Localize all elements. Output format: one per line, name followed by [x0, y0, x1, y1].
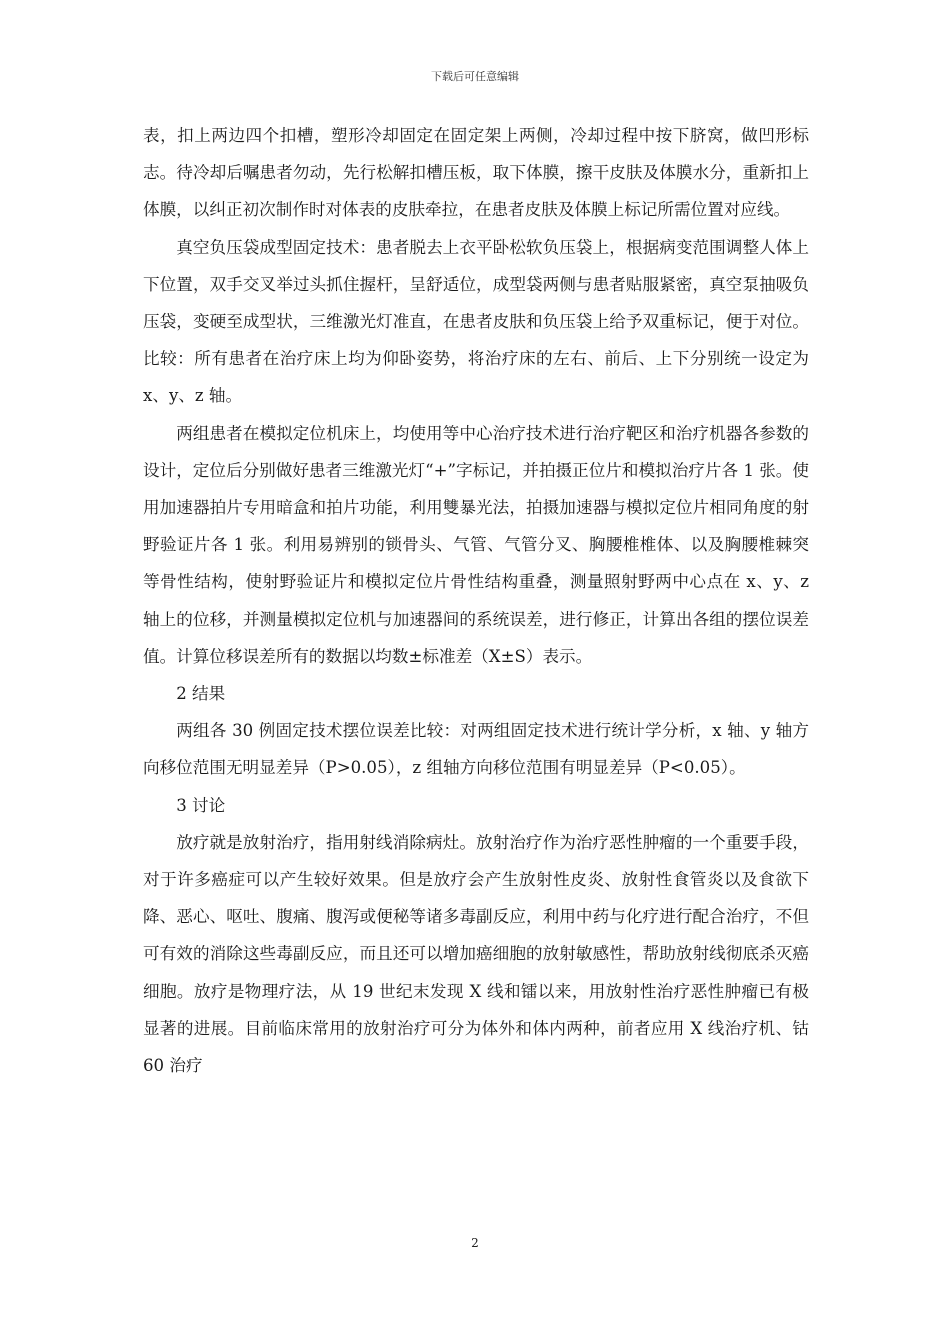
section-heading-results: 2 结果 — [176, 684, 226, 704]
paragraph-3: 两组患者在模拟定位机床上，均使用等中心治疗技术进行治疗靶区和治疗机器各参数的设计，定位后分别做好患者三维激光灯“+”字标记，并拍摄正位片和模拟治疗片各 1 张。使用加速器拍片专用暗盒和拍片功能，利用雙暴光法，拍摄加速器与模拟定位片相同角度的射野验证片各 1 张。利用易辨别的锁骨头、气管、气管分叉、胸腰椎椎体、以及胸腰椎棘突等骨性结构，使射野验证片和模拟定位片骨性结构重叠，测量照射野两中心点在 x、y、z 轴上的位移，并测量模拟定位机与加速器间的系统误差，进行修正，计算出各组的摆位误差值。计算位移误差所有的数据以均数±标准差（X±S）表示。 — [143, 423, 809, 666]
paragraph-discussion: 放疗就是放射治疗，指用射线消除病灶。放射治疗作为治疗恶性肿瘤的一个重要手段，对于许多癌症可以产生较好效果。但是放疗会产生放射性皮炎、放射性食管炎以及食欲下降、恶心、呕吐、腹痛、腹泻或便秘等诸多毒副反应，利用中药与化疗进行配合治疗，不但可有效的消除这些毒副反应，而且还可以增加癌细胞的放射敏感性，帮助放射线彻底杀灭癌细胞。放疗是物理疗法，从 19 世纪末发现 X 线和镭以来，用放射性治疗恶性肿瘤已有极显著的进展。目前临床常用的放射治疗可分为体外和体内两种，前者应用 X 线治疗机、钴 60 治疗 — [143, 832, 809, 1076]
paragraph-2: 真空负压袋成型固定技术：患者脱去上衣平卧松软负压袋上，根据病变范围调整人体上下位置，双手交叉举过头抓住握杆，呈舒适位，成型袋两侧与患者贴服紧密，真空泵抽吸负压袋，变硬至成型状，三维激光灯准直，在患者皮肤和负压袋上给予双重标记，便于对位。比较：所有患者在治疗床上均为仰卧姿势，将治疗床的左右、前后、上下分别统一设定为 x、y、z 轴。 — [143, 237, 809, 406]
section-heading-discussion: 3 讨论 — [176, 795, 226, 815]
page-number: 2 — [471, 1236, 479, 1250]
document-body — [143, 117, 809, 1084]
paragraph-results: 两组各 30 例固定技术摆位误差比较：对两组固定技术进行统计学分析，x 轴、y 轴方向移位范围无明显差异（P>0.05），z 组轴方向移位范围有明显差异（P<0.05）。 — [143, 721, 809, 778]
paragraph-1: 表，扣上两边四个扣槽，塑形冷却固定在固定架上两侧，冷却过程中按下脐窝，做凹形标志。待冷却后嘱患者勿动，先行松解扣槽压板，取下体膜，擦干皮肤及体膜水分，重新扣上体膜，以纠正初次制作时对体表的皮肤牵拉，在患者皮肤及体膜上标记所需位置对应线。 — [143, 126, 809, 220]
page-header: 下载后可任意编辑 — [431, 70, 519, 83]
